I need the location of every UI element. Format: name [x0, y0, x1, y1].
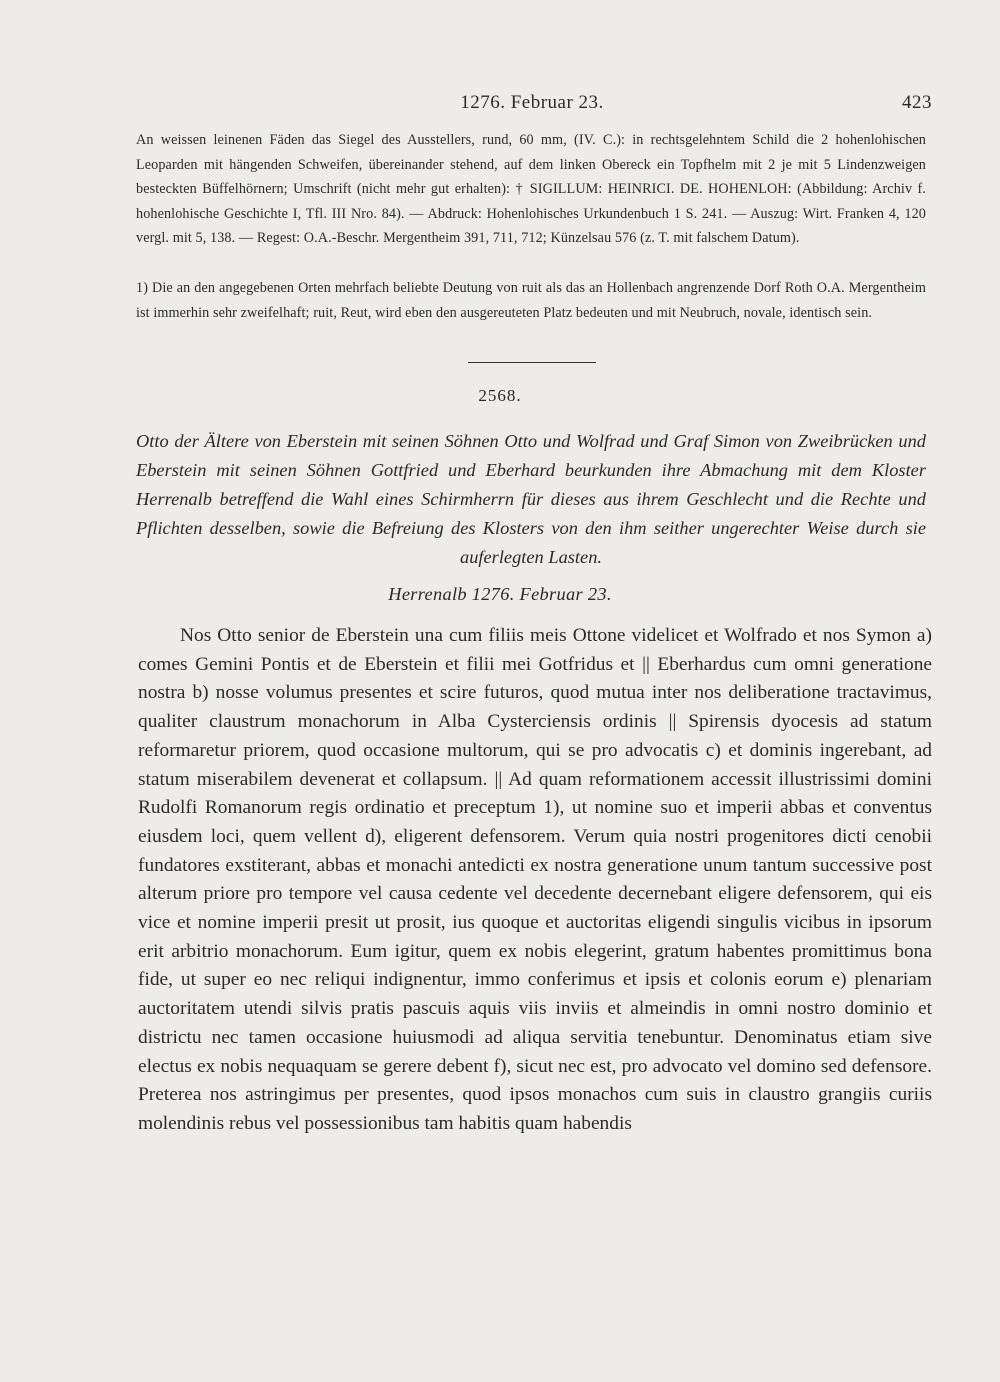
page-number: 423	[902, 92, 932, 113]
seal-description	[136, 128, 926, 251]
running-head	[132, 92, 932, 116]
document-body	[138, 622, 932, 1139]
footnote-text: 1) Die an den angegebenen Orten mehrfach beliebte Deutung von ruit als das an Hollenbach angrenzende Dorf Roth O.A. Mergentheim ist immerhin sehr zweifelhaft; ruit, Reut, wird eben den ausgereuteten Platz bedeuten und mit Neubruch, novale, identisch sein.	[136, 280, 926, 321]
document-number: 2568.	[478, 386, 522, 405]
document-regest: Otto der Ältere von Eberstein mit seinen Söhnen Otto und Wolfrad und Graf Simon von Zweibrücken und Eberstein mit seinen Söhnen Gottfried und Eberhard beurkunden ihre Abmachung mit dem Kloster Herrenalb betreffend die Wahl eines Schirmherrn für dieses aus ihrem Geschlecht und die Rechte und Pflichten desselben, sowie die Befreiung des Klosters von den ihm seither ungerechter Weise durch sie auferlegten Lasten.	[136, 431, 926, 567]
seal-note-text: An weissen leinenen Fäden das Siegel des Ausstellers, rund, 60 mm, (IV. C.): in rechtsgelehntem Schild die 2 hohenlohischen Leoparden mit hängenden Schweifen, übereinander stehend, auf dem linken Obereck ein Topfhelm mit 2 je mit 5 Lindenzweigen besteckten Büffelhörnern; Umschrift (nicht mehr gut erhalten): † SIGILLUM: HEINRICI. DE. HOHENLOH: (Abbildung: Archiv f. hohenlohische Geschichte I, Tfl. III Nro. 84). — Abdruck: Hohenlohisches Urkundenbuch 1 S. 241. — Auszug: Wirt. Franken 4, 120 vergl. mit 5, 138. — Regest: O.A.-Beschr. Mergentheim 391, 711, 712; Künzelsau 576 (z. T. mit falschem Datum).	[136, 132, 926, 247]
separator-rule	[468, 362, 596, 363]
header-date: 1276. Februar 23.	[460, 92, 604, 113]
document-place-date: Herrenalb 1276. Februar 23.	[388, 584, 612, 604]
document-text: Nos Otto senior de Eberstein una cum filiis meis Ottone videlicet et Wolfrado et nos Symon a) comes Gemini Pontis et de Eberstein et filii mei Gotfridus et || Eberhardus cum omni generatione nostra b) nosse volumus presentes et scire futuros, quod mutua inter nos deliberatione tractavimus, qualiter claustrum monachorum in Alba Cysterciensis ordinis || Spirensis dyocesis ad statum reformaretur priorem, quod occasione multorum, qui se pro advocatis c) et dominis ingerebant, ad statum miserabilem devenerat et collapsum. || Ad quam reformationem accessit illustrissimi domini Rudolfi Romanorum regis ordinatio et preceptum 1), ut nomine suo et imperii abbas et conventus eiusdem loci, quem vellent d), eligerent defensorem. Verum quia nostri progenitores dicti cenobii fundatores exstiterant, abbas et monachi antedicti ex nostra generatione unum tantum successive post alterum priore pro tempore vel causa cedente vel decedente decernebant eligere defensorem, qui eis vice et nomine imperii presit ut prosit, ius quoque et auctoritas eligendi singulis vicibus in ipsorum erit arbitrio monachorum. Eum igitur, quem ex nobis elegerint, gratum habentes promittimus bona fide, ut super eo nec reliqui indignentur, immo conferimus et ipsis et colonis eorum e) plenariam auctoritatem utendi silvis pratis pascuis aquis viis inviis et almeindis in omni nostro dominio et districtu nec tamen occasione huiusmodi ad aliqua servitia tenebuntur. Denominatus etiam sive electus ex nobis nequaquam se gerere debent f), sicut nec est, pro advocato vel domino sed defensore. Preterea nos astringimus per presentes, quod ipsos monachos cum suis in claustro grangiis curiis molendinis rebus vel possessionibus tam habitis quam habendis	[138, 625, 932, 1134]
footnote	[136, 276, 926, 325]
